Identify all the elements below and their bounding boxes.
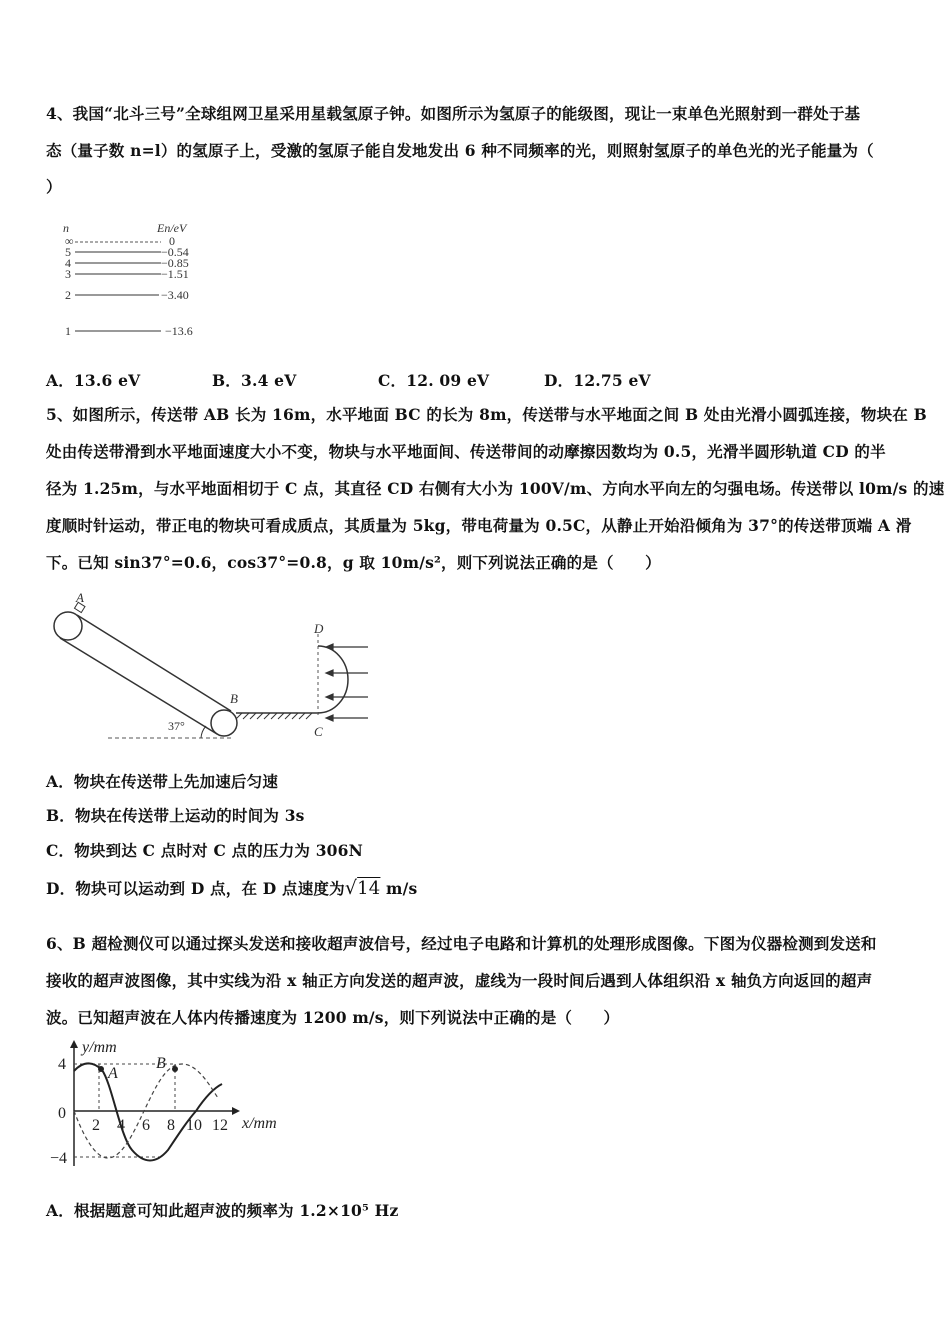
- x-tick-10: 10: [186, 1117, 202, 1134]
- sqrt-value: 14: [357, 878, 381, 899]
- q5-text-line-1: 5、如图所示，传送带 AB 长为 16m，水平地面 BC 的长为 8m，传送带与水平地面之间 B 处由光滑小圆弧连接，物块在 B: [46, 405, 927, 424]
- q5-text-line-5: 下。已知 sin37°=0.6，cos37°=0.8，g 取 10m/s²，则下列说法正确的是（ ）: [46, 553, 661, 572]
- q5-option-d-unit: m/s: [386, 879, 418, 898]
- x-tick-4: 4: [117, 1117, 125, 1134]
- q5-option-d[interactable]: [46, 877, 417, 899]
- level-e-4: −0.85: [161, 256, 189, 270]
- level-e-3: −1.51: [161, 267, 189, 281]
- semicircle-track: [318, 646, 348, 713]
- level-n-4: 4: [65, 256, 71, 270]
- q5-option-b[interactable]: B．物块在传送带上运动的时间为 3s: [46, 806, 305, 825]
- point-b: [172, 1066, 178, 1072]
- energy-axis-label: En/eV: [157, 221, 187, 235]
- x-axis-label: x/mm: [242, 1115, 277, 1132]
- label-a: A: [76, 590, 84, 605]
- label-point-a: A: [108, 1065, 118, 1082]
- sqrt-symbol: √: [344, 877, 358, 899]
- q4-options: [46, 369, 651, 391]
- energy-level-diagram: [55, 218, 215, 346]
- y-axis-label: y/mm: [82, 1039, 117, 1056]
- x-tick-2: 2: [92, 1117, 100, 1134]
- incident-wave: [74, 1063, 222, 1160]
- level-e-2: −3.40: [161, 288, 189, 302]
- level-n-5: 5: [65, 245, 71, 259]
- level-e-5: −0.54: [161, 245, 189, 259]
- n-axis-label: n: [63, 221, 69, 235]
- y-tick-neg4: −4: [50, 1150, 68, 1167]
- level-n-2: 2: [65, 288, 71, 302]
- x-tick-12: 12: [212, 1117, 228, 1134]
- y-tick-4: 4: [58, 1056, 66, 1073]
- q6-text-line-2: 接收的超声波图像，其中实线为沿 x 轴正方向发送的超声波，虚线为一段时间后遇到人体组织沿 x 轴负方向返回的超声: [46, 971, 873, 990]
- q4-option-c[interactable]: C．12. 09 eV: [378, 371, 490, 390]
- level-n-inf: ∞: [65, 234, 74, 248]
- q5-option-a[interactable]: A．物块在传送带上先加速后匀速: [46, 772, 279, 791]
- label-d: D: [314, 621, 324, 636]
- label-point-b: B: [156, 1055, 166, 1072]
- q5-text-line-3: 径为 1.25m，与水平地面相切于 C 点，其直径 CD 右侧有大小为 100V/m、方向水平向左的匀强电场。传送带以 l0m/s 的速: [46, 479, 945, 498]
- q4-text-line-3: ）: [46, 177, 62, 196]
- conveyor-belt-diagram: [46, 590, 376, 750]
- q6-text-line-3: 波。已知超声波在人体内传播速度为 1200 m/s，则下列说法中正确的是（ ）: [46, 1008, 620, 1027]
- point-a: [98, 1066, 104, 1072]
- x-tick-8: 8: [167, 1117, 175, 1134]
- label-c: C: [314, 724, 323, 739]
- q5-option-c[interactable]: C．物块到达 C 点时对 C 点的压力为 306N: [46, 841, 364, 860]
- label-b: B: [230, 691, 238, 706]
- q6-text-line-1: 6、B 超检测仪可以通过探头发送和接收超声波信号，经过电子电路和计算机的处理形成图像。下图为仪器检测到发送和: [46, 934, 877, 953]
- q4-option-b[interactable]: B．3.4 eV: [212, 371, 297, 390]
- q6-option-a[interactable]: A．根据题意可知此超声波的频率为 1.2×10⁵ Hz: [46, 1201, 399, 1220]
- level-n-3: 3: [65, 267, 71, 281]
- q5-text-line-2: 处由传送带滑到水平地面速度大小不变，物块与水平地面间、传送带间的动摩擦因数均为 0.5，光滑半圆形轨道 CD 的半: [46, 442, 886, 461]
- wave-graph: [46, 1036, 296, 1171]
- q5-text-line-4: 度顺时针运动，带正电的物块可看成质点，其质量为 5kg，带电荷量为 0.5C，从静止开始沿倾角为 37°的传送带顶端 A 滑: [46, 516, 912, 535]
- q4-option-a[interactable]: A．13.6 eV: [46, 371, 141, 390]
- y-tick-0: 0: [58, 1105, 66, 1122]
- q5-option-d-prefix: D．物块可以运动到 D 点，在 D 点速度为: [46, 879, 345, 898]
- q4-text-line-2: 态（量子数 n=l）的氢原子上，受激的氢原子能自发地发出 6 种不同频率的光，则照射氢原子的单色光的光子能量为（: [46, 141, 874, 160]
- level-e-1: −13.6: [165, 324, 193, 338]
- q4-option-d[interactable]: D．12.75 eV: [544, 371, 651, 390]
- level-e-inf: 0: [169, 234, 175, 248]
- x-tick-6: 6: [142, 1117, 150, 1134]
- level-n-1: 1: [65, 324, 71, 338]
- q4-text-line-1: 4、我国“北斗三号”全球组网卫星采用星载氢原子钟。如图所示为氢原子的能级图，现让一束单色光照射到一群处于基: [46, 104, 861, 123]
- belt-lower-edge: [60, 638, 217, 734]
- angle-label: 37°: [168, 719, 185, 733]
